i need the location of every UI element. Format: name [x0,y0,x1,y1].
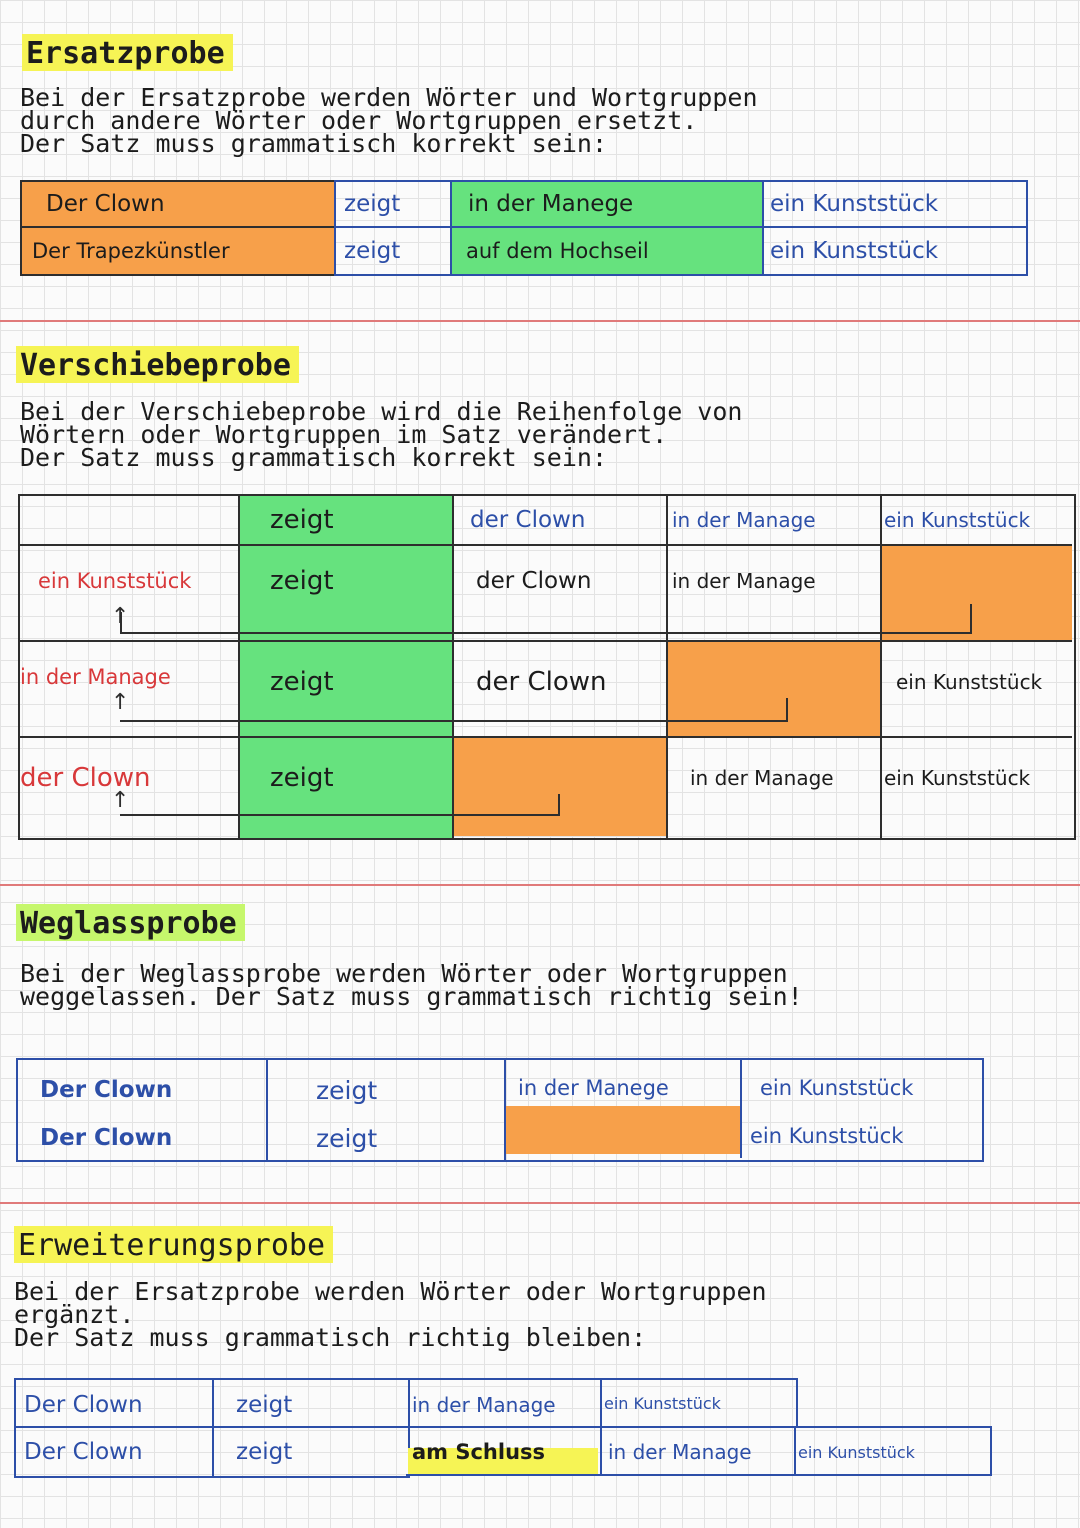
text-line: ergänzt. [14,1300,135,1329]
cell-object: ein Kunststück [604,1393,721,1413]
erweiterungsprobe-text [14,1277,767,1352]
cell-place: in der Manege [452,180,764,228]
arrow-up-icon: ↑ [111,690,130,715]
cell-object: ein Kunststück [764,228,1028,276]
cell-subject: Der Clown [24,1392,143,1418]
heading-erweiterungsprobe: Erweiterungsprobe [14,1226,333,1263]
cell-subject: der Clown [470,507,586,533]
cell-verb: zeigt [270,763,334,793]
cell-verb: zeigt [270,566,334,596]
text-line: weggelassen. Der Satz muss grammatisch richtig sein! [20,982,803,1011]
cell-verb: zeigt [316,1075,378,1105]
cell-object: ein Kunststück [884,508,1031,532]
text-line: Der Satz muss grammatisch korrekt sein: [20,129,607,158]
cell-subject: Der Trapezkünstler [20,228,334,276]
cell-place: in der Manage [412,1393,556,1417]
cell-moved-object: ein Kunststück [38,569,192,593]
heading-ersatzprobe: Ersatzprobe [22,34,233,71]
text-line: Der Satz muss grammatisch richtig bleiben: [14,1323,647,1352]
text-line: Wörtern oder Wortgruppen im Satz verändert. [20,420,668,449]
arrow-line [558,794,560,816]
verschiebeprobe-text [20,397,743,472]
cell-object: ein Kunststück [896,670,1043,694]
text-line: Bei der Ersatzprobe werden Wörter und Wortgruppen [20,83,758,112]
cell-verb: zeigt [334,180,452,228]
cell-subject: Der Clown [20,180,334,228]
cell-object: ein Kunststück [764,180,1028,228]
cell-verb: zeigt [270,505,334,535]
cell-place: in der Manage [608,1440,752,1464]
cell-moved-subject: der Clown [20,763,151,793]
arrow-line [120,720,788,722]
arrow-up-icon: ↑ [111,604,130,629]
cell-place: in der Manage [672,569,816,593]
text-line: Bei der Ersatzprobe werden Wörter oder Wortgruppen [14,1277,767,1306]
text-line: Bei der Verschiebeprobe wird die Reihenfolge von [20,397,743,426]
empty-slot [882,546,1072,640]
cell-place: in der Manage [690,766,834,790]
cell-subject: Der Clown [40,1125,173,1151]
cell-place: in der Manege [518,1076,669,1100]
empty-slot [506,1106,740,1154]
arrow-line [120,814,560,816]
cell-verb: zeigt [334,228,452,276]
section-divider [0,884,1080,886]
cell-verb: zeigt [270,667,334,697]
heading-weglassprobe: Weglassprobe [16,904,245,941]
cell-object: ein Kunststück [798,1442,915,1462]
text-line: Der Satz muss grammatisch korrekt sein: [20,443,607,472]
cell-place: in der Manage [672,508,816,532]
cell-moved-place: in der Manage [20,665,171,689]
cell-inserted: am Schluss [412,1440,546,1464]
cell-subject: der Clown [476,568,592,594]
cell-object: ein Kunststück [760,1076,914,1100]
cell-subject: Der Clown [40,1077,173,1103]
cell-verb: zeigt [236,1392,293,1418]
section-divider [0,320,1080,322]
section-divider [0,1202,1080,1204]
ersatzprobe-text [20,83,758,158]
heading-verschiebeprobe: Verschiebeprobe [16,346,299,383]
cell-object: ein Kunststück [750,1124,904,1148]
cell-verb: zeigt [236,1439,293,1465]
text-line: durch andere Wörter oder Wortgruppen ersetzt. [20,106,698,135]
cell-verb: zeigt [316,1123,378,1153]
cell-object: ein Kunststück [884,766,1031,790]
weglassprobe-text [20,959,803,1011]
arrow-line [120,632,972,634]
arrow-up-icon: ↑ [111,788,130,813]
arrow-line [786,698,788,722]
cell-subject: Der Clown [24,1439,143,1465]
text-line: Bei der Weglassprobe werden Wörter oder Wortgruppen [20,959,788,988]
cell-place: auf dem Hochseil [452,228,764,276]
empty-slot [454,738,666,836]
arrow-line [970,604,972,634]
cell-subject: der Clown [476,667,607,697]
